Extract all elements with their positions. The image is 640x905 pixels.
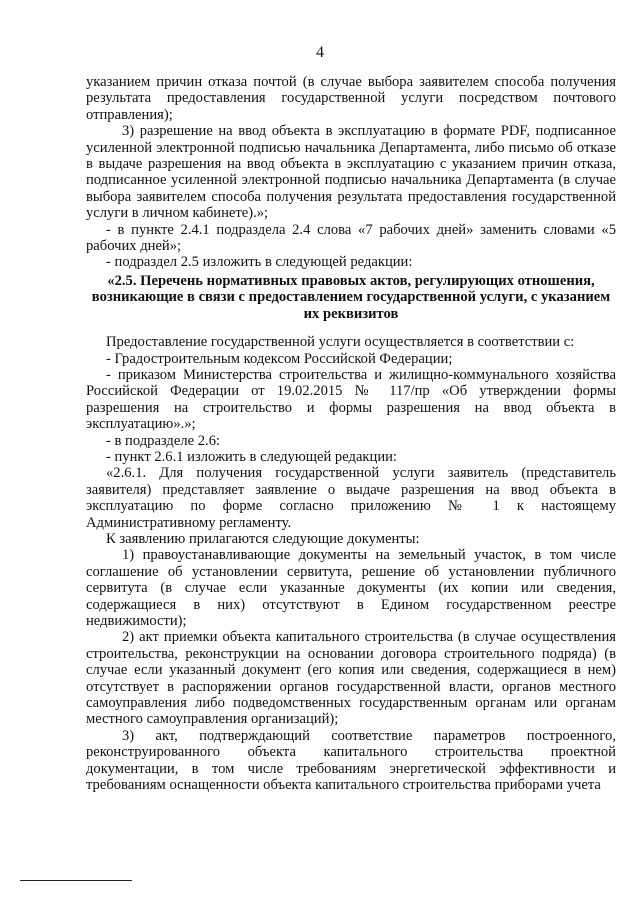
- list-item-doc-2: 2) акт приемки объекта капитального строительства (в случае осуществления строительства, реконструкции на основании договора строительного подряда) (в случае если указанный документ (его копия или сведения, содержащиеся в нем) отсутствует в распоряжении органов государственной власти, органов местного самоуправления либо подведомственных государственным органам или органам местного самоуправления организаций);: [86, 629, 616, 728]
- list-item-doc-3: 3) акт, подтверждающий соответствие параметров построенного, реконструированного объекта капитального строительства проектной документации, в том числе требованиям энергетической эффективности и требованиям оснащенности объекта капитального строительства приборами учета: [86, 727, 616, 794]
- paragraph-amend-2-6: - в подразделе 2.6:: [106, 432, 221, 449]
- page-number: 4: [316, 44, 324, 61]
- document-body: [86, 74, 616, 793]
- footnote-divider: [20, 880, 132, 881]
- paragraph-amend-2-5: - подраздел 2.5 изложить в следующей редакции:: [106, 254, 413, 271]
- section-heading-2-5: «2.5. Перечень нормативных правовых актов, регулирующих отношения, возникающие в связи с предоставлением государственной услуги, с указанием их реквизитов: [91, 272, 611, 322]
- paragraph-amend-2-4-1: - в пункте 2.4.1 подраздела 2.4 слова «7 рабочих дней» заменить словами «5 рабочих дней»;: [86, 221, 616, 255]
- list-item-ministry-order: - приказом Министерства строительства и жилищно-коммунального хозяйства Российской Федерации от 19.02.2015 № 117/пр «Об утверждении формы разрешения на строительство и формы разрешения на ввод объекта в эксплуатацию».»;: [86, 366, 616, 433]
- paragraph-attachments-intro: К заявлению прилагаются следующие документы:: [106, 530, 420, 547]
- list-item-urban-code: - Градостроительным кодексом Российской Федерации;: [106, 350, 453, 367]
- paragraph-item-3-permit: 3) разрешение на ввод объекта в эксплуатацию в формате PDF, подписанное усиленной электронной подписью начальника Департамента, либо письмо об отказе в выдаче разрешения на ввод объекта в эксплуатацию с указанием причин отказа, подписанное усиленной электронной подписью начальника Департамента (в случае выбора заявителем способа получения результата предоставления государственной услуги в личном кабинете).»;: [86, 123, 616, 222]
- list-item-doc-1: 1) правоустанавливающие документы на земельный участок, в том числе соглашение об установлении сервитута, решение об установлении публичного сервитута (в случае если указанные документы (их копии или сведения, содержащиеся в них) отсутствуют в Едином государственном реестре недвижимости);: [86, 547, 616, 629]
- paragraph-2-6-1-text: «2.6.1. Для получения государственной услуги заявитель (представитель заявителя) представляет заявление о выдаче разрешения на ввод объекта в эксплуатацию по форме согласно приложению № 1 к настоящему Административному регламенту.: [86, 465, 616, 531]
- paragraph-continuation: указанием причин отказа почтой (в случае выбора заявителем способа получения результата предоставления государственной услуги посредством почтового отправления);: [86, 74, 616, 123]
- paragraph-provision-basis: Предоставление государственной услуги осуществляется в соответствии с:: [106, 334, 575, 351]
- paragraph-amend-2-6-1: - пункт 2.6.1 изложить в следующей редакции:: [106, 448, 397, 465]
